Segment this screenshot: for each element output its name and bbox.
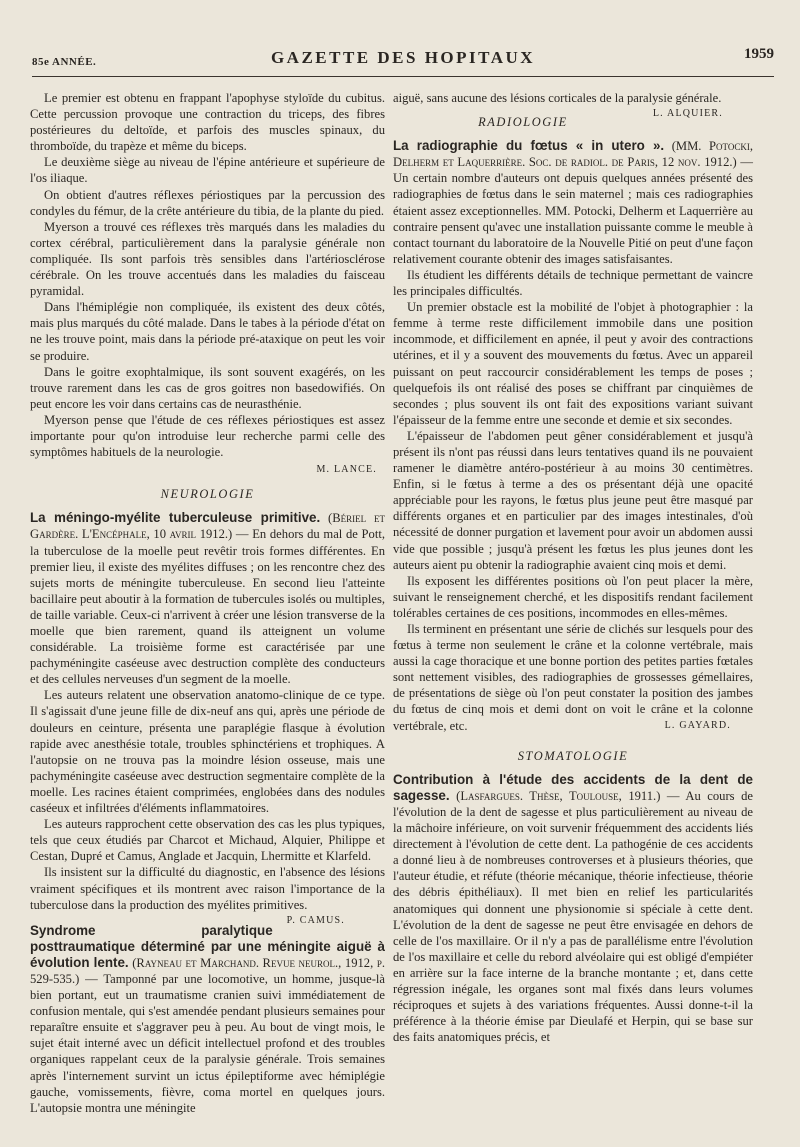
paragraph: Un premier obstacle est la mobilité de l'objet à photographier : la femme à terme reste difficilement immobile dans une position incommode, et difficilement en apnée, il peut y avoir des contractions utérines, et il y a souvent des mouvements du fœtus. Avec un appareil puissant on peut raccourcir considérablement les temps de poses ; quelquefois ils ont réalisé des poses se chiffrant par cinquièmes de secondes ; plus souvent ils ont fait des expositions variant suivant l'épaisseur de la femme entre une seconde et demie et six secondes. [393,300,753,427]
right-column [393,90,753,1045]
author-signature: M. LANCE. [316,464,377,476]
section-heading-stomatologie: STOMATOLOGIE [517,748,629,763]
article-reference: (MM. Potocki, Delherm et Laquerrière. Soc. de radiol. de Paris, 12 nov. 1912.) [393,139,753,170]
paragraph: Ils étudient les différents détails de technique permettant de vaincre les principales difficultés. [393,267,753,299]
article-reference: (Bériel et Gardère. L'Encéphale, 10 avril 1912.) [30,511,385,542]
article-title: Contribution à l'étude des accidents de la dent de sagesse. [393,771,753,803]
paragraph [30,864,385,926]
article-reference: (Lasfargues. Thèse, Toulouse, 1911.) [456,788,661,803]
paragraph: Les auteurs relatent une observation anatomo-clinique de ce type. Il s'agissait d'une jeune fille de dix-neuf ans qui, après une période de douleurs en ceinture, présenta une paraplégie flasque à évolution rapide avec anesthésie totale, troubles sphinctériens et trophiques. A l'autopsie on ne trouva pas la moindre lésion osseuse, mais une pachyméningite caséeuse avec destruction segmentaire complète de la moelle. Les racines étaient comprimées, englobées dans des nodules caséeux et infiltrées d'éléments inflammatoires. [30,688,385,816]
paragraph: Dans l'hémiplégie non compliquée, ils existent des deux côtés, mais plus marqués du côté malade. Dans le tabes à la période d'état on ne les trouve point, mais dans la période pré-ataxique on peut les voir se produire. [30,300,385,363]
paragraph: Le deuxième siège au niveau de l'épine antérieure et supérieure de l'os iliaque. [30,155,385,186]
paragraph: Dans le goitre exophtalmique, ils sont souvent exagérés, on les trouve rarement dans les cas de gros goitres non basedowifiés. On peut encore les voir dans certains cas de neurasthénie. [30,364,385,411]
paragraph-text: Ils terminent en présentant une série de clichés sur lesquels pour des fœtus à terme non seulement le crâne et la colonne vertébrale, mais aussi la cage thoracique et une bonne portion des petites parties fœtales sont nettement visibles, des radiographies de grossesses gémellaires, de présentations de siège où l'on peut constater la position des jambes du fœtus de cinq mois et demi dont on voit le crâne et la colonne vertébrale, etc. [393,622,753,733]
article-body: — En dehors du mal de Pott, la tuberculose de la moelle peut revêtir trois formes différentes. En premier lieu, il existe des myélites diffuses ; on les rencontre chez des sujets morts de méningite tuberculeuse. En second lieu l'atteinte bacillaire peut aboutir à la formation de tubercules isolés ou multiples, de taille variable. Ceux-ci n'arrivent à créer une lésion transverse de la moelle que bien rarement, quand ils atteignent un volume considérable. La troisième forme est caractérisée par une pachyméningite caséeuse avec destruction complète des conducteurs et des cellules nerveuses d'un segment de la moelle. [30,527,385,687]
author-signature: P. CAMUS. [286,914,345,926]
article-title: La radiographie du fœtus « in utero ». [393,138,665,154]
left-column [30,90,385,1116]
article-title: La méningo-myélite tuberculeuse primitive. [30,510,321,526]
article-body: — Tamponné par une locomotive, un homme, jusque-là bien portant, eut un traumatisme cranien suivi immédiatement de confusion mentale, qui s'est amendée pendant plusieurs semaines pour reparaître ensuite et s'aggraver peu à peu. Au bout de vingt mois, le sujet était interné avec un déficit intellectuel profond et des troubles organiques rappelant ceux de la paralysie générale. Trois semaines après l'internement survint un ictus épileptiforme avec hémiplégie gauche, vomissements, fièvre, coma mortel en quelques jours. L'autopsie montra une méningite [30,971,385,1115]
volume-year: 85e ANNÉE. [32,56,97,68]
paragraph: Myerson a trouvé ces réflexes très marqués dans les maladies du cortex cérébral, particulièrement dans la paralysie générale non compliquée. Ils sont parfois très sensibles dans l'artériosclérose cérébrale. On les trouve accentués dans les maladies du faisceau pyramidal. [30,219,385,299]
running-header [32,44,774,72]
paragraph: Myerson pense que l'étude de ces réflexes périostiques est assez importante pour qu'on introduise leur recherche parmi celle des symptômes habituels de la neurologie. [30,412,385,460]
article-reference: (Rayneau et Marchand. Revue neurol., 1912, p. 529-535.) [30,955,385,986]
paragraph [393,90,753,120]
author-signature: L. ALQUIER. [652,108,723,120]
author-signature: L. GAYARD. [664,719,731,731]
section-heading-radiologie: RADIOLOGIE [478,115,568,130]
paragraph: L'épaisseur de l'abdomen peut gêner considérablement et jusqu'à présent ils n'ont pas réussi dans leurs tentatives quand ils ne pouvaient ramener le diamètre antéro-postérieur à au moins 30 centimètres. Enfin, si le fœtus à terme a des os présentant déjà une opacité appréciable pour les rayons, le fœtus plus jeune peut être masqué par différents organes et en particulier par des images intestinales, d'où nécessité de donner purgation et lavement pour avoir un abdomen aussi vide que possible ; jusqu'à présent les fœtus les plus jeunes dont les auteurs aient pu obtenir la radiographie avaient cinq mois et demi. [393,428,753,572]
article-stomatologie [393,772,753,1046]
paragraph-text: aiguë, sans aucune des lésions corticales de la paralysie générale. [393,91,722,105]
paragraph: Le premier est obtenu en frappant l'apophyse styloïde du cubitus. Cette percussion provoque une contraction du triceps, des fibres postérieures du deltoïde, et parfois des muscles spinaux, du thromboïde, du trapèze et même du biceps. [30,91,385,154]
header-rule [32,76,774,77]
journal-title: GAZETTE DES HOPITAUX [270,48,536,67]
article-neurologie-2 [30,923,385,1116]
paragraph-text: Ils insistent sur la difficulté du diagnostic, en l'absence des lésions vraiment spécifiques et ils montrent avec raison l'importance de la tuberculose dans la production des myélites primitives. [30,865,385,912]
section-heading-neurologie: NEUROLOGIE [160,487,255,502]
paragraph: On obtient d'autres réflexes périostiques par la percussion des condyles du fémur, de la crête antérieure du tibia, de la plante du pied. [30,187,385,218]
article-body: — Au cours de l'évolution de la dent de sagesse et plus particulièrement au niveau de la mâchoire inférieure, on voit survenir fréquemment des accidents liés directement à l'évolution de cette dent. La pathogénie de ces accidents a donné lieu à de nombreuses controverses et à plusieurs théories, que l'auteur étudie, et réfute (théorie mécanique, théorie infectieuse, théorie des débris épithéliaux). Il met bien en relief les particularités anatomiques qui donnent une physionomie si spéciale à cette dent. L'évolution de la dent de sagesse ne peut être envisagée en dehors de celle de l'os maxillaire. Or il n'y a pas de parallélisme entre l'évolution de l'os maxillaire et celle du rebord alvéolaire qui est obligé d'empiéter en arrière sur la face interne de la branche montante ; et, dans cette régression inégale, les organes sont mal fixés dans leurs volumes réciproques et sujets à des variations fréquentes. Aussi donne-t-il la préférence à la théorie émise par Dieulafé et Herpin, qui se base sur des faits anatomiques précis, et [393,788,753,1045]
article-title: Syndrome paralytique posttraumatique déterminé par une méningite aiguë à évolution lente. [30,922,385,970]
article-neurologie-1 [30,510,385,687]
article-radiologie [393,138,753,267]
paragraph: Les auteurs rapprochent cette observation des cas les plus typiques, tels que ceux étudiés par Charcot et Michaud, Alquier, Philippe et Cestan, Dupré et Camus, Anglade et Jacquin, Lhermitte et Klarfeld. [30,817,385,864]
article-body: — Un certain nombre d'auteurs ont depuis quelques années présenté des radiographies de fœtus dans le sein maternel ; mais ces radiographies étaient assez exceptionnelles. MM. Potocki, Delherm et Laquerrière au contraire pensent qu'avec une installation puissante comme le meuble à contact tournant du laboratoire de la Nouvelle Pitié on peut d'une façon relativement courante obtenir des images satisfaisantes. [393,155,753,266]
paragraph [393,621,753,734]
page-number: 1959 [744,46,774,62]
paragraph: Ils exposent les différentes positions où l'on peut placer la mère, suivant le renseignement cherché, et les dispositifs rendant facilement tolérables certaines de ces positions, incommodes en elles-mêmes. [393,573,753,620]
